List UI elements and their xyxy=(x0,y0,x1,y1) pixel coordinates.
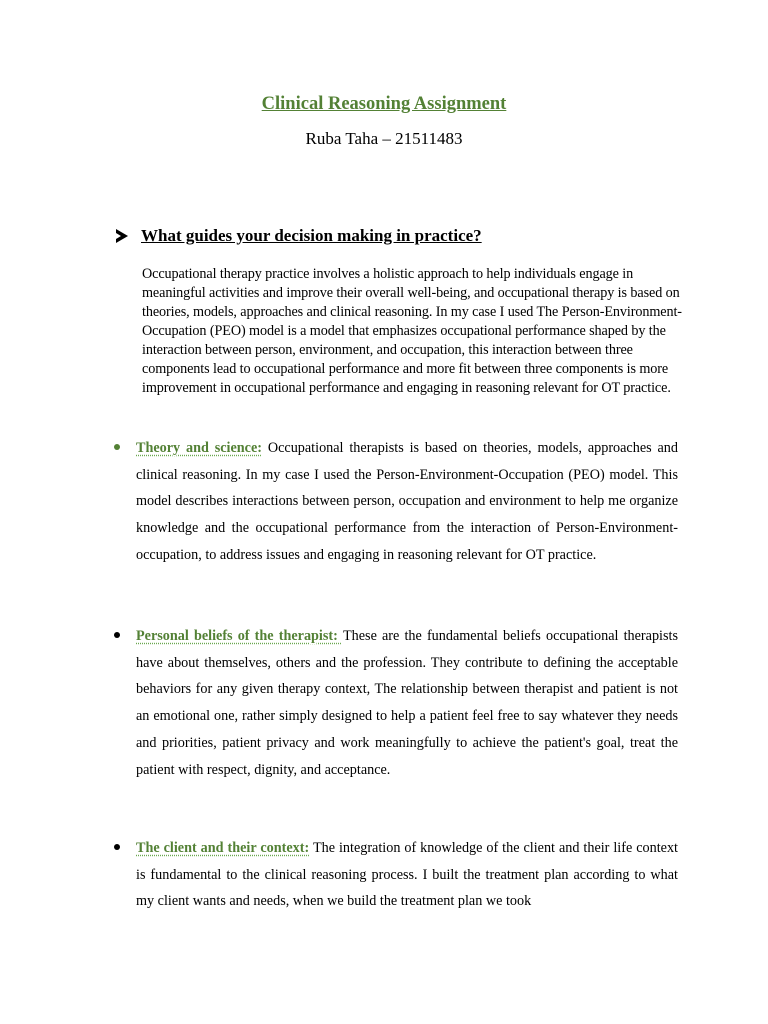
bullet-dot-icon xyxy=(114,444,120,450)
list-item-body xyxy=(136,435,678,569)
list-item-body xyxy=(136,623,678,783)
author-line: Ruba Taha – 21511483 xyxy=(305,129,463,148)
document-title: Clinical Reasoning Assignment xyxy=(261,94,507,114)
list-item xyxy=(114,835,678,915)
intro-paragraph: Occupational therapy practice involves a holistic approach to help individuals engage in meaningful activities and improve their overall well-being, and occupational therapy is based on theories, models, approaches and clinical reasoning. In my case I used The Person-Environment-Occupation (PEO) model is a model that emphasizes occupational performance shaped by the interaction between person, environment, and occupation, this interaction between three components lead to occupational performance and more fit between three components is more improvement in occupational performance and engaging in reasoning relevant for OT practice. xyxy=(142,266,682,396)
list-item-heading: Personal beliefs of the therapist: xyxy=(136,628,343,644)
list-item-heading: The client and their context: xyxy=(136,840,310,856)
list-item-heading: Theory and science: xyxy=(136,440,262,456)
list-item-text: Occupational therapists is based on theories, models, approaches and clinical reasoning. In my case I used the Person-Environment-Occupation (PEO) model. This model describes interactions between person, occupation and environment to help me organize knowledge and the occupational performance from the interaction of Person-Environment-occupation, to address issues and engaging in reasoning relevant for OT practice. xyxy=(136,440,678,563)
bullet-dot-icon xyxy=(114,632,120,638)
arrowhead-bullet-icon xyxy=(116,229,128,243)
list-item-text: The integration of knowledge of the client and their life context is fundamental to the clinical reasoning process. I built the treatment plan according to what my client wants and needs, when we build the treatment plan we took xyxy=(136,840,678,910)
bullet-dot-icon xyxy=(114,844,120,850)
section-question xyxy=(116,226,482,246)
list-item-body xyxy=(136,835,678,915)
list-item xyxy=(114,435,678,569)
question-text: What guides your decision making in practice? xyxy=(141,226,482,245)
list-item xyxy=(114,623,678,783)
list-item-text: These are the fundamental beliefs occupational therapists have about themselves, others and the profession. They contribute to defining the acceptable behaviors for any given therapy context, The relationship between therapist and patient is not an emotional one, rather simply designed to help a patient feel free to say whatever they needs and priorities, patient privacy and work meaningfully to achieve the patient's goal, treat the patient with respect, dignity, and acceptance. xyxy=(136,628,678,778)
